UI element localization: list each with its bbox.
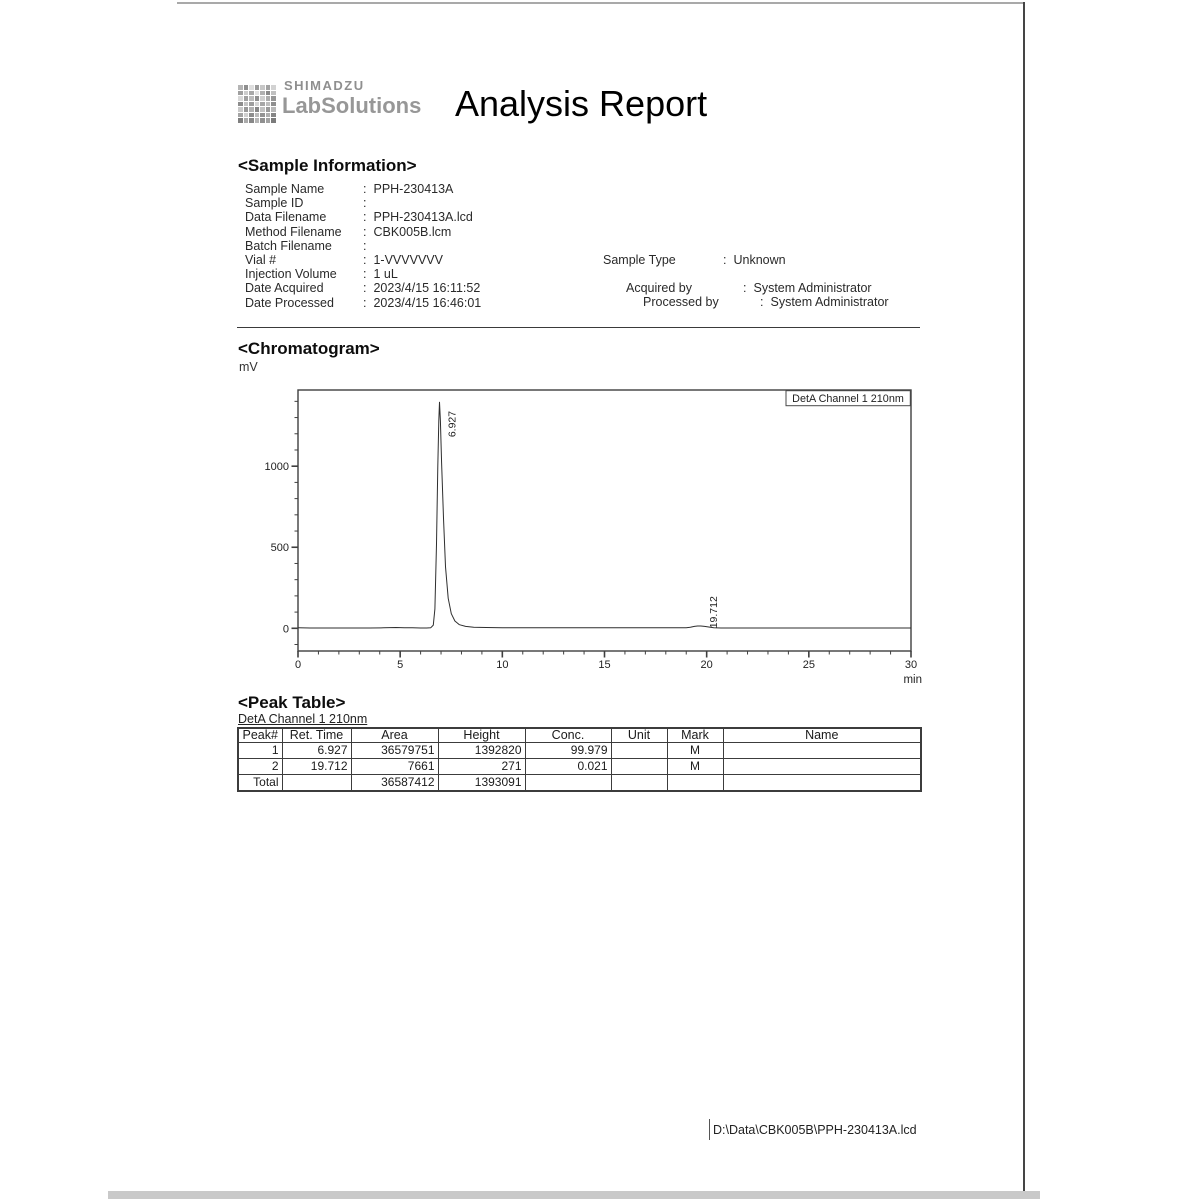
- chromatogram-plot: [230, 382, 930, 692]
- peak-table-cell: 99.979: [525, 743, 611, 759]
- peak-table-cell: 36587412: [351, 775, 438, 792]
- sample-field-row: [245, 253, 481, 267]
- field-value: Unknown: [733, 253, 786, 267]
- field-value: 1-VVVVVVV: [373, 252, 443, 267]
- logo-tile: [249, 118, 254, 123]
- logo-tile: [266, 102, 271, 107]
- peak-table-cell: [723, 759, 921, 775]
- peak-table-cell: 6.927: [282, 743, 351, 759]
- logo-tile: [244, 91, 249, 96]
- logo-tile: [271, 91, 276, 96]
- logo-tile: [244, 118, 249, 123]
- x-tick-label: 10: [496, 659, 509, 671]
- logo-tile: [260, 85, 265, 90]
- peak-table-total-row: [238, 775, 921, 792]
- logo-tile: [238, 102, 243, 107]
- x-tick-label: 25: [802, 659, 815, 671]
- chromatogram-trace: [298, 402, 911, 628]
- field-label: Data Filename: [245, 210, 327, 225]
- logo-tile: [260, 107, 265, 112]
- x-axis-unit-label: min: [903, 674, 922, 686]
- peak-table-cell: [667, 775, 723, 792]
- x-tick-label: 5: [397, 659, 404, 671]
- x-tick-label: 0: [294, 659, 302, 671]
- footer-file-path: D:\Data\CBK005B\PPH-230413A.lcd: [713, 1123, 917, 1137]
- field-label: Batch Filename: [245, 238, 332, 253]
- page-edge-top: [177, 2, 1024, 4]
- field-label: Sample ID: [245, 196, 304, 211]
- logo-tile: [249, 107, 254, 112]
- sample-field-row: [626, 281, 872, 295]
- field-value: 2023/4/15 16:46:01: [373, 295, 482, 310]
- logo-tile: [271, 85, 276, 90]
- peak-table-cell: 19.712: [282, 759, 351, 775]
- logo-tile: [255, 96, 260, 101]
- logo-tile: [238, 107, 243, 112]
- peak-table-row: [238, 743, 921, 759]
- y-tick-label: 0: [282, 623, 289, 636]
- logo-tile: [255, 107, 260, 112]
- sample-info-left-column: [245, 182, 481, 310]
- field-separator: :: [363, 196, 367, 211]
- peak-label: 6.927: [446, 410, 459, 438]
- sample-field-row: [245, 225, 481, 239]
- x-tick-label: 30: [904, 659, 918, 671]
- logo-tile: [266, 118, 271, 123]
- logo-tile: [249, 96, 254, 101]
- sample-field-row: [245, 296, 481, 310]
- brand-labsolutions: LabSolutions: [282, 93, 422, 118]
- y-axis-unit-label: mV: [239, 360, 258, 374]
- peak-table-cell: [611, 743, 667, 759]
- field-separator: :: [363, 210, 367, 225]
- logo-tile: [244, 96, 249, 101]
- peak-table-cell: [611, 775, 667, 792]
- logo-tile: [266, 85, 271, 90]
- peak-table-cell: [525, 775, 611, 792]
- field-separator: :: [363, 238, 367, 253]
- field-label: Injection Volume: [245, 267, 337, 282]
- logo-tile: [260, 91, 265, 96]
- field-value: 2023/4/15 16:11:52: [373, 281, 481, 296]
- peak-table-cell: 0.021: [525, 759, 611, 775]
- sample-information-heading: <Sample Information>: [238, 156, 417, 175]
- field-value: PPH-230413A.lcd: [373, 210, 473, 225]
- logo-tile: [238, 118, 243, 123]
- peak-table-cell: [282, 775, 351, 792]
- logo-tile: [271, 118, 276, 123]
- field-separator: :: [363, 295, 367, 310]
- logo-tile: [249, 102, 254, 107]
- peak-table-cell: M: [667, 743, 723, 759]
- chromatogram-heading: <Chromatogram>: [238, 339, 380, 358]
- field-label: Date Acquired: [245, 281, 324, 296]
- peak-table-cell: [723, 743, 921, 759]
- footer-divider: [709, 1119, 710, 1140]
- peak-table-cell: 1: [238, 743, 282, 759]
- field-separator: :: [723, 253, 727, 267]
- logo-tile: [244, 102, 249, 107]
- peak-table-channel-label: DetA Channel 1 210nm: [238, 712, 368, 726]
- field-separator: :: [363, 224, 367, 239]
- field-label: Method Filename: [245, 224, 342, 239]
- logo-tile: [255, 118, 260, 123]
- peak-table-cell: 1393091: [438, 775, 525, 792]
- sample-field-row: [245, 196, 481, 210]
- field-label: Date Processed: [245, 295, 334, 310]
- logo-tile: [271, 113, 276, 118]
- field-separator: :: [363, 281, 367, 296]
- peak-label: 19.712: [707, 596, 720, 629]
- logo-tile: [238, 96, 243, 101]
- peak-table-header-cell: Ret. Time: [282, 728, 351, 743]
- report-title: Analysis Report: [455, 83, 708, 124]
- peak-table-header-cell: Area: [351, 728, 438, 743]
- peak-table-header-cell: Conc.: [525, 728, 611, 743]
- field-separator: :: [363, 267, 367, 282]
- logo-tile: [260, 118, 265, 123]
- plot-frame: [298, 390, 911, 651]
- peak-table-header-cell: Name: [723, 728, 921, 743]
- sample-field-row: [245, 210, 481, 224]
- logo-tile: [244, 113, 249, 118]
- peak-table-row: [238, 759, 921, 775]
- field-value: System Administrator: [770, 295, 889, 309]
- logo-tile: [271, 102, 276, 107]
- logo-tile: [255, 113, 260, 118]
- peak-table-cell: 7661: [351, 759, 438, 775]
- sample-field-row: [603, 253, 786, 267]
- section-divider: [237, 327, 920, 328]
- field-separator: :: [760, 295, 764, 309]
- logo-tile: [266, 96, 271, 101]
- field-label: Acquired by: [626, 281, 693, 295]
- sample-field-row: [245, 182, 481, 196]
- logo-tile: [249, 91, 254, 96]
- field-value: 1 uL: [373, 267, 398, 282]
- peak-table-cell: 36579751: [351, 743, 438, 759]
- x-tick-label: 20: [700, 659, 713, 671]
- sample-field-row: [643, 295, 889, 309]
- peak-table-heading: <Peak Table>: [238, 693, 346, 712]
- x-tick-label: 15: [598, 659, 611, 671]
- logo-tile: [260, 113, 265, 118]
- peak-table: [237, 727, 922, 792]
- field-value: System Administrator: [753, 281, 872, 295]
- logo-tile: [266, 107, 271, 112]
- logo-tile: [238, 113, 243, 118]
- page-edge-bottom: [108, 1191, 1040, 1199]
- logo-tile: [255, 91, 260, 96]
- peak-table-cell: 1392820: [438, 743, 525, 759]
- legend-label: DetA Channel 1 210nm: [792, 393, 904, 405]
- logo-tile: [249, 85, 254, 90]
- peak-table-cell: 271: [438, 759, 525, 775]
- peak-table-cell: [611, 759, 667, 775]
- field-separator: :: [363, 182, 367, 196]
- logo-tile: [271, 96, 276, 101]
- logo-tile: [255, 85, 260, 90]
- logo-tile: [249, 113, 254, 118]
- y-tick-label: 500: [270, 542, 289, 555]
- field-value: PPH-230413A: [373, 182, 454, 196]
- peak-table-cell: M: [667, 759, 723, 775]
- logo-tile: [244, 85, 249, 90]
- sample-field-row: [245, 267, 481, 281]
- brand-shimadzu: SHIMADZU: [284, 78, 365, 93]
- sample-field-row: [245, 239, 481, 253]
- field-label: Sample Type: [603, 253, 676, 267]
- peak-table-cell: 2: [238, 759, 282, 775]
- field-separator: :: [743, 281, 747, 295]
- logo-tile: [238, 85, 243, 90]
- logo-tile: [260, 96, 265, 101]
- logo-tile: [260, 102, 265, 107]
- peak-table-header-cell: Unit: [611, 728, 667, 743]
- logo-tile: [238, 91, 243, 96]
- logo-tile: [266, 91, 271, 96]
- shimadzu-logo-icon: [238, 85, 276, 123]
- peak-table-header-cell: Peak#: [238, 728, 282, 743]
- field-value: CBK005B.lcm: [373, 224, 452, 239]
- logo-tile: [266, 113, 271, 118]
- peak-table-header-row: [238, 728, 921, 743]
- logo-tile: [271, 107, 276, 112]
- field-separator: :: [363, 252, 367, 267]
- logo-tile: [255, 102, 260, 107]
- sample-field-row: [245, 281, 481, 295]
- field-label: Sample Name: [245, 182, 325, 196]
- peak-table-cell: [723, 775, 921, 792]
- page-edge-right: [1023, 2, 1025, 1199]
- field-label: Vial #: [245, 252, 277, 267]
- field-label: Processed by: [643, 295, 719, 309]
- peak-table-header-cell: Height: [438, 728, 525, 743]
- logo-tile: [244, 107, 249, 112]
- peak-table-header-cell: Mark: [667, 728, 723, 743]
- peak-table-cell: Total: [238, 775, 282, 792]
- y-tick-label: 1000: [264, 461, 289, 474]
